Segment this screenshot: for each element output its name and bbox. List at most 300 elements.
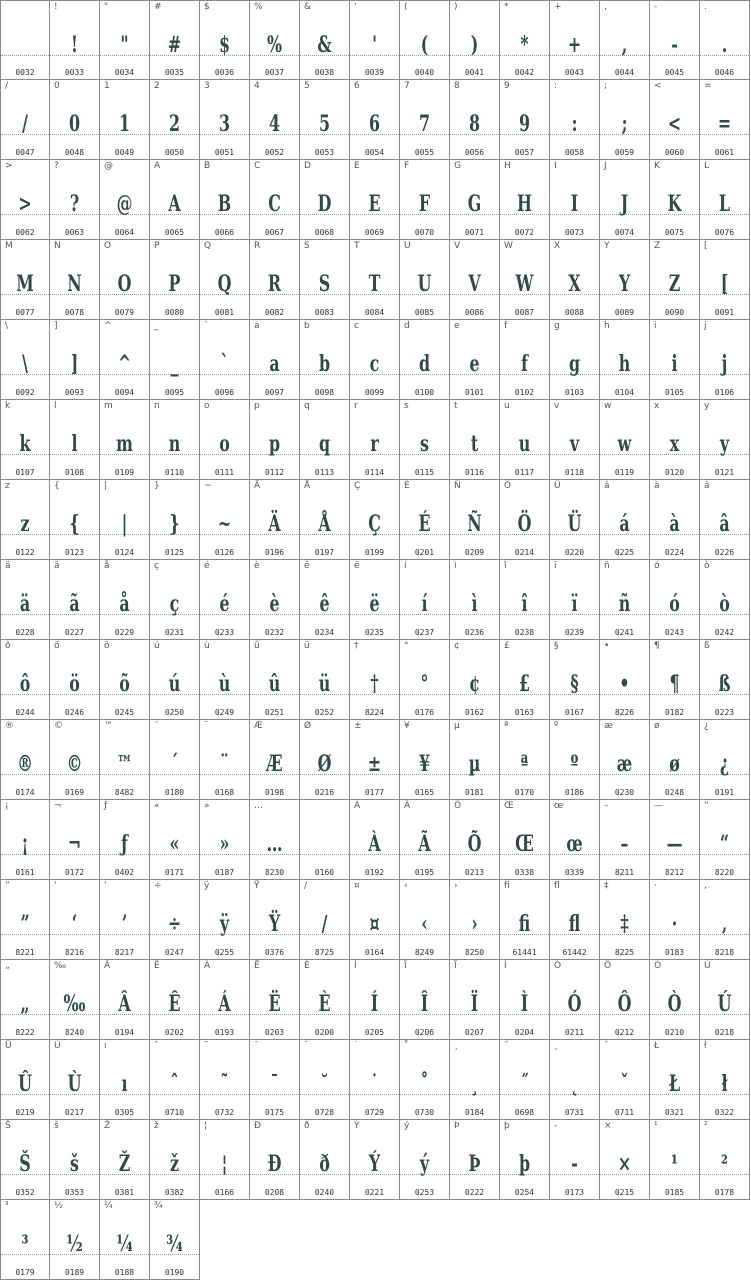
glyph-sample: ž <box>170 1151 179 1177</box>
glyph-code: 8222 <box>15 1028 35 1037</box>
glyph-label: v <box>554 401 560 411</box>
glyph-code: 0321 <box>664 1108 685 1117</box>
glyph-cell <box>650 1120 700 1200</box>
glyph-code: 0059 <box>614 148 635 157</box>
glyph-label: ! <box>54 2 58 12</box>
glyph-label: è <box>254 561 260 571</box>
glyph-cell <box>650 160 700 240</box>
glyph-sample: „ <box>20 991 30 1017</box>
glyph-label: Ö <box>504 481 512 491</box>
glyph-code: 0732 <box>214 1108 235 1117</box>
glyph-code: 0089 <box>614 308 635 317</box>
glyph-label: ˆ <box>154 1041 159 1051</box>
glyph-cell <box>350 1040 400 1120</box>
glyph-code: 0118 <box>564 468 585 477</box>
glyph-cell <box>500 80 550 160</box>
glyph-sample: 4 <box>268 111 281 137</box>
glyph-cell <box>400 800 450 880</box>
glyph-code: 0099 <box>364 388 385 397</box>
glyph-sample: 5 <box>318 111 331 137</box>
glyph-code: 0080 <box>164 308 185 317</box>
glyph-label: Ï <box>454 961 457 971</box>
glyph-cell <box>200 720 250 800</box>
glyph-label: ¼ <box>104 1201 113 1211</box>
glyph-sample: O <box>117 271 132 297</box>
glyph-label: ¡ <box>5 801 9 811</box>
glyph-label: P <box>154 241 160 251</box>
glyph-code: 0211 <box>564 1028 585 1037</box>
glyph-cell <box>600 320 650 400</box>
glyph-cell <box>100 400 150 480</box>
glyph-cell <box>200 320 250 400</box>
glyph-sample: É <box>418 511 431 537</box>
glyph-label: õ <box>104 641 110 651</box>
glyph-code: 0254 <box>514 1188 535 1197</box>
glyph-cell <box>550 0 600 80</box>
glyph-cell <box>450 880 500 960</box>
glyph-label: Z <box>654 241 661 251</box>
glyph-label: u <box>504 401 510 411</box>
glyph-cell <box>450 720 500 800</box>
glyph-label: & <box>304 2 312 12</box>
glyph-code: 0126 <box>214 548 235 557</box>
glyph-sample: Å <box>318 511 331 537</box>
glyph-sample: ] <box>70 351 79 377</box>
glyph-sample: Y <box>618 271 631 297</box>
glyph-cell <box>300 240 350 320</box>
glyph-label: Þ <box>454 1121 460 1131</box>
glyph-label: à <box>654 481 660 491</box>
glyph-cell <box>500 1120 550 1200</box>
glyph-sample: ¨ <box>220 751 229 777</box>
glyph-code: 0710 <box>164 1108 185 1117</box>
glyph-label: ë <box>354 561 360 571</box>
glyph-code: 0113 <box>314 468 335 477</box>
glyph-code: 0210 <box>664 1028 685 1037</box>
glyph-label: Y <box>604 241 610 251</box>
glyph-code: 8725 <box>314 948 335 957</box>
glyph-sample: % <box>266 32 283 58</box>
glyph-cell <box>450 160 500 240</box>
glyph-sample: o <box>219 431 230 457</box>
glyph-code: 0124 <box>114 548 135 557</box>
glyph-cell <box>250 80 300 160</box>
glyph-code: 0229 <box>114 628 135 637</box>
glyph-sample: ˘ <box>320 1071 329 1097</box>
glyph-label: G <box>454 161 461 171</box>
glyph-label: í <box>404 561 407 571</box>
glyph-label: › <box>454 881 458 891</box>
glyph-label: o <box>204 401 210 411</box>
glyph-code: 0352 <box>15 1188 35 1197</box>
glyph-code: 0242 <box>714 628 735 637</box>
glyph-cell <box>350 240 400 320</box>
glyph-label: å <box>104 561 110 571</box>
glyph-label: _ <box>154 321 159 331</box>
glyph-label: ö <box>54 641 60 651</box>
glyph-sample: è <box>269 591 280 617</box>
glyph-cell <box>450 80 500 160</box>
glyph-sample: Û <box>18 1071 32 1097</box>
glyph-label: ¸ <box>454 1041 459 1051</box>
glyph-label: Ž <box>104 1121 111 1131</box>
glyph-sample: { <box>69 511 80 537</box>
glyph-label: Á <box>204 961 211 971</box>
glyph-sample: g <box>568 351 581 377</box>
glyph-sample: ú <box>168 671 181 697</box>
glyph-label: Ü <box>554 481 561 491</box>
glyph-code: 0115 <box>414 468 435 477</box>
glyph-label: ò <box>704 561 710 571</box>
glyph-label: ( <box>404 2 408 12</box>
glyph-code: 0241 <box>614 628 635 637</box>
glyph-code: 61442 <box>562 948 587 957</box>
glyph-code: 0170 <box>514 788 535 797</box>
glyph-code: 0240 <box>314 1188 335 1197</box>
glyph-sample: Á <box>218 991 231 1017</box>
glyph-sample: Í <box>370 991 379 1017</box>
glyph-label: q <box>304 401 310 411</box>
glyph-code: 0078 <box>64 308 85 317</box>
glyph-cell <box>450 0 500 80</box>
glyph-cell <box>150 560 200 640</box>
glyph-cell <box>50 880 100 960</box>
glyph-sample: ı <box>121 1071 128 1097</box>
glyph-sample: 8 <box>468 111 481 137</box>
glyph-cell <box>650 240 700 320</box>
glyph-cell <box>550 400 600 480</box>
glyph-sample: & <box>317 32 332 58</box>
glyph-code: 0032 <box>15 68 35 77</box>
glyph-code: 0193 <box>214 1028 235 1037</box>
glyph-label: • <box>604 641 610 651</box>
glyph-sample: , <box>621 32 628 58</box>
glyph-code: 0061 <box>714 148 735 157</box>
glyph-cell <box>600 400 650 480</box>
glyph-code: 0218 <box>714 1028 735 1037</box>
glyph-cell <box>500 720 550 800</box>
glyph-label: } <box>154 481 160 491</box>
glyph-sample: ^ <box>117 351 132 377</box>
glyph-label: m <box>104 401 113 411</box>
glyph-cell <box>600 560 650 640</box>
glyph-sample: ~ <box>217 511 232 537</box>
glyph-cell <box>200 880 250 960</box>
glyph-cell <box>400 640 450 720</box>
glyph-sample: + <box>567 32 582 58</box>
glyph-code: 0245 <box>114 708 135 717</box>
glyph-cell <box>400 240 450 320</box>
glyph-cell <box>700 160 750 240</box>
glyph-cell <box>550 1120 600 1200</box>
glyph-cell <box>50 240 100 320</box>
glyph-code: 0072 <box>514 228 535 237</box>
glyph-cell <box>600 240 650 320</box>
glyph-code: 0164 <box>364 948 385 957</box>
glyph-cell <box>150 1200 200 1280</box>
glyph-sample: Ü <box>567 511 582 537</box>
glyph-cell <box>650 400 700 480</box>
glyph-sample: E <box>368 191 381 217</box>
glyph-sample: ‚ <box>721 911 728 937</box>
glyph-code: 0186 <box>564 788 585 797</box>
glyph-cell <box>100 560 150 640</box>
glyph-sample: L <box>718 191 731 217</box>
glyph-code: 8211 <box>614 868 635 877</box>
glyph-code: 0111 <box>214 468 235 477</box>
glyph-sample: ˇ <box>620 1071 629 1097</box>
glyph-label: µ <box>454 721 460 731</box>
glyph-cell <box>400 80 450 160</box>
glyph-sample: ³ <box>21 1231 29 1257</box>
glyph-sample: ¥ <box>418 751 431 777</box>
glyph-sample: ‹ <box>421 911 428 937</box>
glyph-label: † <box>354 641 359 651</box>
glyph-label: “ <box>704 801 709 811</box>
glyph-cell <box>200 800 250 880</box>
glyph-code: 0381 <box>114 1188 135 1197</box>
glyph-cell <box>700 800 750 880</box>
glyph-code: 0246 <box>64 708 85 717</box>
glyph-code: 0051 <box>214 148 235 157</box>
glyph-cell <box>300 160 350 240</box>
glyph-label: û <box>254 641 260 651</box>
glyph-sample: d <box>418 351 431 377</box>
glyph-cell <box>300 0 350 80</box>
glyph-code: 8224 <box>364 708 385 717</box>
glyph-code: 0216 <box>314 788 335 797</box>
glyph-sample: s <box>420 431 429 457</box>
glyph-cell <box>550 80 600 160</box>
glyph-label: Ò <box>654 961 662 971</box>
glyph-cell <box>700 720 750 800</box>
glyph-label: * <box>504 2 509 12</box>
glyph-label: " <box>104 2 109 12</box>
glyph-code: 0180 <box>164 788 185 797</box>
glyph-code: 0123 <box>64 548 85 557</box>
glyph-label: ™ <box>104 721 113 731</box>
glyph-cell <box>500 1040 550 1120</box>
glyph-code: 0231 <box>164 628 185 637</box>
glyph-label: b <box>304 321 310 331</box>
glyph-code: 0176 <box>414 708 435 717</box>
glyph-code: 0255 <box>214 948 235 957</box>
glyph-sample: V <box>468 271 481 297</box>
glyph-code: 0206 <box>414 1028 435 1037</box>
glyph-sample: Ø <box>317 751 332 777</box>
glyph-cell <box>150 640 200 720</box>
glyph-label: ﬂ <box>554 881 560 891</box>
glyph-cell <box>250 480 300 560</box>
glyph-sample: ò <box>719 591 730 617</box>
glyph-sample: ¯ <box>270 1071 279 1097</box>
glyph-sample: [ <box>720 271 729 297</box>
glyph-sample: õ <box>119 671 130 697</box>
glyph-cell <box>600 960 650 1040</box>
glyph-code: 0085 <box>414 308 435 317</box>
glyph-label: … <box>254 801 263 811</box>
glyph-cell <box>200 0 250 80</box>
glyph-sample: X <box>568 271 581 297</box>
glyph-code: 0220 <box>564 548 585 557</box>
glyph-label: ð <box>304 1121 310 1131</box>
glyph-sample: 7 <box>418 111 431 137</box>
glyph-cell <box>400 560 450 640</box>
glyph-sample: 0 <box>68 111 81 137</box>
glyph-code: 0199 <box>364 548 385 557</box>
glyph-label: R <box>254 241 261 251</box>
glyph-code: 0053 <box>314 148 335 157</box>
glyph-code: 0064 <box>114 228 135 237</box>
glyph-cell <box>250 320 300 400</box>
glyph-cell <box>500 320 550 400</box>
glyph-cell <box>150 880 200 960</box>
glyph-sample: Ï <box>470 991 479 1017</box>
glyph-code: 0173 <box>564 1188 585 1197</box>
glyph-code: 0221 <box>364 1188 385 1197</box>
glyph-code: 8250 <box>464 948 485 957</box>
glyph-sample: ç <box>169 591 180 617</box>
glyph-sample: Ò <box>667 991 682 1017</box>
glyph-label: S <box>304 241 310 251</box>
glyph-label: ] <box>54 321 58 331</box>
glyph-sample: ‘ <box>71 911 78 937</box>
glyph-sample: i <box>671 351 678 377</box>
glyph-code: 0182 <box>664 708 685 717</box>
glyph-sample: . <box>721 32 728 58</box>
glyph-label: ^ <box>104 321 112 331</box>
glyph-label: ² <box>704 1121 708 1131</box>
glyph-label: H <box>504 161 511 171</box>
glyph-sample: * <box>520 32 529 58</box>
glyph-code: 0104 <box>614 388 635 397</box>
glyph-cell <box>350 160 400 240</box>
glyph-cell <box>400 0 450 80</box>
glyph-label: º <box>554 721 559 731</box>
glyph-code: 8212 <box>664 868 685 877</box>
glyph-sample: ¼ <box>116 1231 133 1257</box>
glyph-code: 0096 <box>214 388 235 397</box>
glyph-cell <box>500 560 550 640</box>
glyph-label: 5 <box>304 81 310 91</box>
glyph-sample: 6 <box>368 111 381 137</box>
glyph-label: « <box>154 801 160 811</box>
glyph-sample: z <box>20 511 30 537</box>
glyph-label: œ <box>554 801 564 811</box>
glyph-label: ß <box>704 641 710 651</box>
glyph-sample: N <box>67 271 82 297</box>
glyph-cell <box>500 240 550 320</box>
glyph-cell <box>150 800 200 880</box>
glyph-sample: ë <box>369 591 380 617</box>
glyph-code: 0225 <box>614 548 635 557</box>
glyph-cell <box>0 960 50 1040</box>
glyph-code: 0219 <box>15 1108 35 1117</box>
glyph-sample: | <box>121 511 128 537</box>
glyph-sample: Ä <box>268 511 281 537</box>
glyph-sample: } <box>169 511 180 537</box>
glyph-label: ¢ <box>454 641 460 651</box>
glyph-cell <box>50 80 100 160</box>
glyph-sample: ˆ <box>170 1071 179 1097</box>
glyph-code: 0086 <box>464 308 485 317</box>
glyph-code: 0222 <box>464 1188 485 1197</box>
glyph-code: 0054 <box>364 148 385 157</box>
glyph-label: ¤ <box>354 881 360 891</box>
glyph-sample: / <box>22 111 28 137</box>
glyph-sample: ð <box>319 1151 330 1177</box>
glyph-label: g <box>554 321 560 331</box>
glyph-sample: ó <box>669 591 680 617</box>
glyph-sample: y <box>719 431 730 457</box>
glyph-cell <box>650 880 700 960</box>
glyph-code: 0172 <box>64 868 85 877</box>
glyph-label: ˜ <box>204 1041 209 1051</box>
glyph-cell <box>700 1120 750 1200</box>
glyph-sample: ² <box>721 1151 728 1177</box>
glyph-cell <box>600 720 650 800</box>
glyph-cell <box>150 960 200 1040</box>
glyph-sample: ½ <box>66 1231 83 1257</box>
glyph-sample: k <box>19 431 31 457</box>
glyph-label: © <box>54 721 63 731</box>
glyph-code: 0197 <box>314 548 335 557</box>
glyph-sample: â <box>719 511 730 537</box>
glyph-code: 0060 <box>664 148 685 157</box>
glyph-cell <box>400 480 450 560</box>
glyph-code: 0205 <box>364 1028 385 1037</box>
glyph-cell <box>150 480 200 560</box>
glyph-cell <box>250 400 300 480</box>
glyph-cell <box>500 0 550 80</box>
glyph-cell <box>0 1040 50 1120</box>
glyph-label: = <box>704 81 712 91</box>
glyph-label: J <box>604 161 607 171</box>
glyph-sample: ˜ <box>220 1071 229 1097</box>
glyph-sample: º <box>570 751 579 777</box>
glyph-code: 0090 <box>664 308 685 317</box>
glyph-sample: n <box>168 431 181 457</box>
glyph-sample: > <box>18 191 32 217</box>
glyph-code: 0109 <box>114 468 135 477</box>
glyph-code: 0196 <box>264 548 285 557</box>
glyph-sample: ™ <box>116 751 133 777</box>
glyph-code: 0201 <box>414 548 435 557</box>
glyph-label: ƒ <box>104 801 108 811</box>
glyph-sample: ¶ <box>669 671 680 697</box>
glyph-sample: ¬ <box>67 831 82 857</box>
glyph-cell <box>350 960 400 1040</box>
glyph-label: ä <box>5 561 11 571</box>
glyph-cell <box>450 960 500 1040</box>
glyph-cell <box>400 400 450 480</box>
glyph-code: 0402 <box>114 868 135 877</box>
glyph-code: 0184 <box>464 1108 485 1117</box>
glyph-label: z <box>5 481 10 491</box>
glyph-sample: ? <box>69 191 80 217</box>
glyph-code: 0382 <box>164 1188 185 1197</box>
glyph-code: 0041 <box>464 68 485 77</box>
glyph-sample: È <box>318 991 331 1017</box>
glyph-label: p <box>254 401 260 411</box>
glyph-code: 8230 <box>264 868 285 877</box>
glyph-sample: P <box>168 271 181 297</box>
glyph-code: 0234 <box>314 628 335 637</box>
glyph-code: 0188 <box>114 1268 135 1277</box>
glyph-label: $ <box>204 2 210 12</box>
glyph-code: 0250 <box>164 708 185 717</box>
glyph-sample: ì <box>471 591 478 617</box>
